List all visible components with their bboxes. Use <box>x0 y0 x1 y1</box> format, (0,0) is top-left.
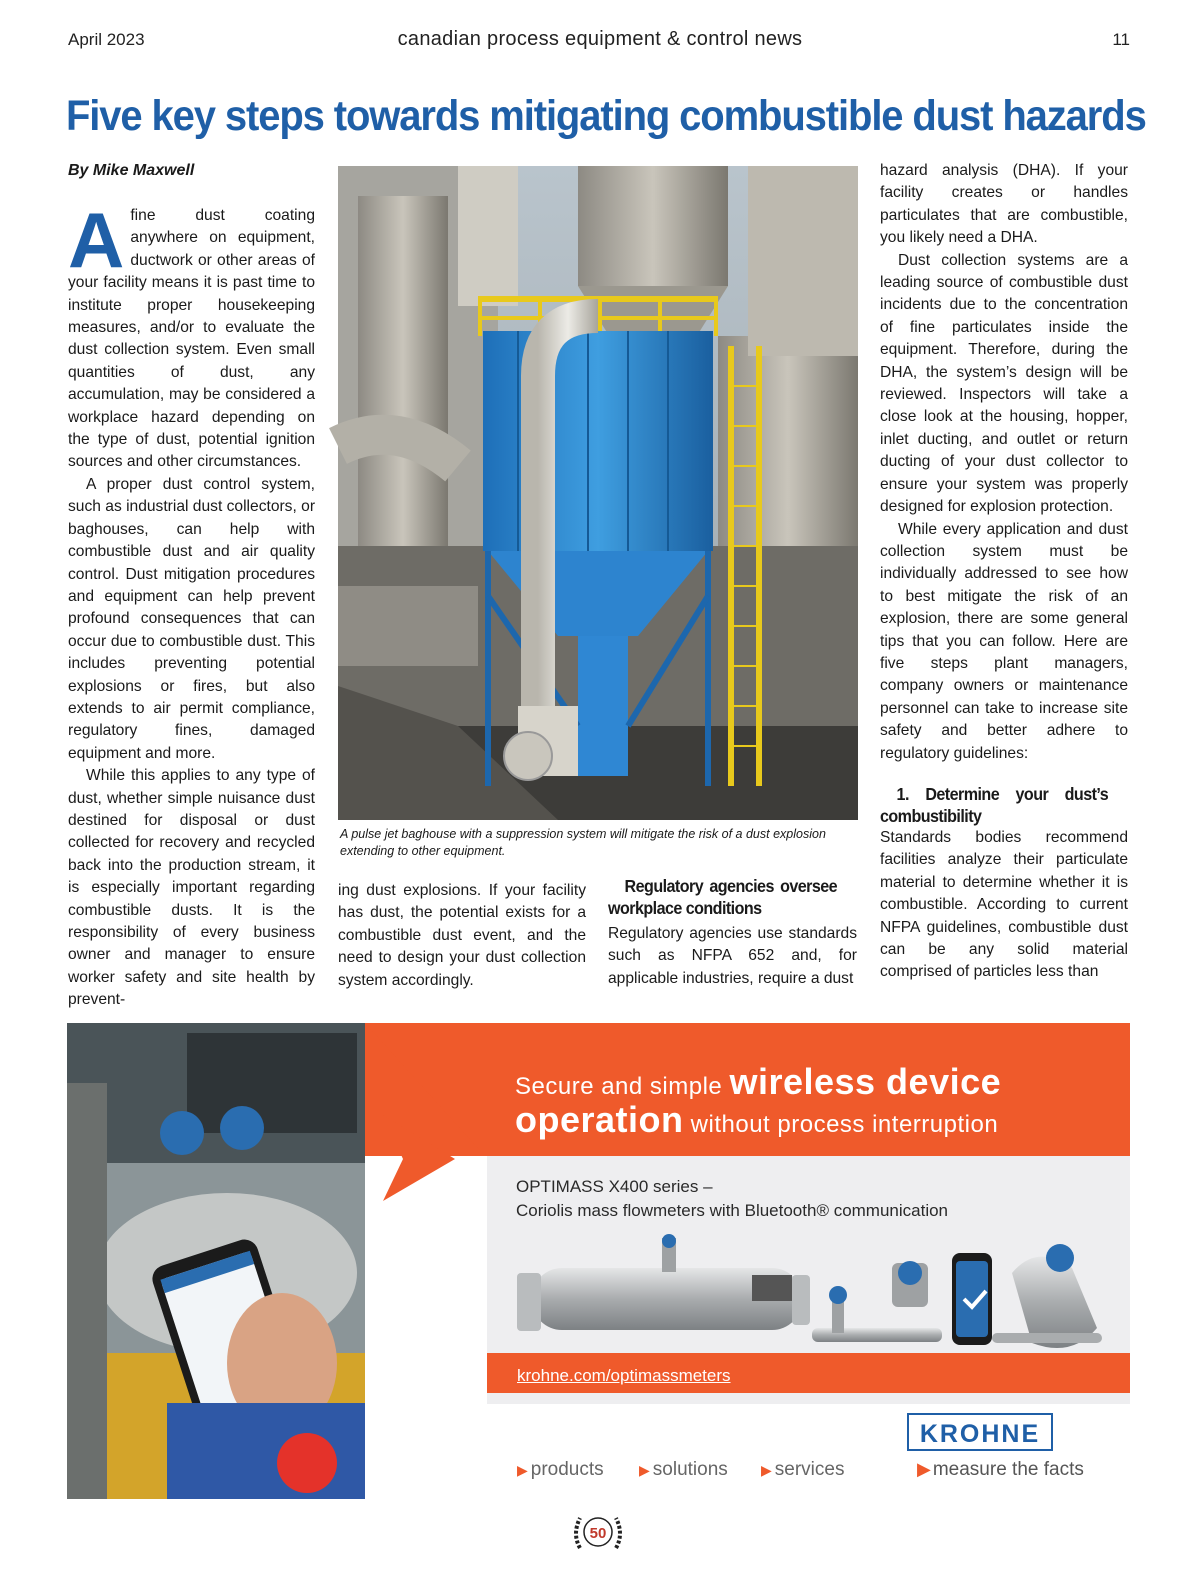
paragraph: While every application and dust collection system must be individually addressed to see how to best mitigate the risk of an explosion, there are some general tips that you can follow. Here are five steps plant managers, company owners or maintenance personnel can take to increase site safety and better adhere to regulatory guidelines: <box>880 520 1128 762</box>
badge-number: 50 <box>589 1525 607 1542</box>
article-byline: By Mike Maxwell <box>68 162 195 179</box>
paragraph: While this applies to any type of dust, whether simple nuisance dust destined for disposal or dust collected for recovery and recycled back into the production stream, it is especially important regarding combustible dusts. It is the responsibility of every business owner and manager to ensure worker safety and site health by prevent- <box>68 767 315 1009</box>
ad-nav-products[interactable]: ▶ products <box>517 1459 604 1480</box>
drop-cap: A <box>68 196 125 284</box>
ad-tagline: ▶ measure the facts <box>917 1459 1084 1480</box>
flowmeter-products-graphic <box>512 1233 1112 1368</box>
paragraph: Regulatory agencies use standards such as NFPA 652 and, for applicable industries, require a dust <box>608 925 857 987</box>
page-number: 11 <box>1112 30 1130 49</box>
triangle-icon: ▶ <box>761 1462 772 1478</box>
series-description: Coriolis mass flowmeters with Bluetooth® communication <box>516 1201 949 1220</box>
ad-headline-line2: operation without process interruption <box>515 1099 999 1140</box>
baghouse-photo <box>338 166 858 820</box>
anniversary-badge <box>570 1510 626 1558</box>
ad-nav-services[interactable]: ▶ services <box>761 1459 845 1480</box>
article-column-2 <box>338 880 586 992</box>
article-column-3 <box>608 875 857 990</box>
paragraph: Dust collection systems are a leading source of combustible dust incidents due to the concentration of fine particulates inside the equipment. Therefore, during the DHA, the system’s design will be reviewed. Inspectors will take a close look at the housing, hopper, inlet ducting, and outlet or return ducting of your dust collector to ensure your system was properly designed for explosion protection. <box>880 251 1128 516</box>
ad-headline-line1: Secure and simple wireless device <box>515 1061 1002 1102</box>
krohne-logo[interactable]: KROHNE <box>907 1413 1053 1451</box>
issue-date: April 2023 <box>68 30 145 49</box>
krohne-advertisement[interactable] <box>67 1023 1130 1499</box>
publication-title: canadian process equipment & control news <box>397 28 803 50</box>
ad-product-series <box>516 1175 948 1223</box>
article-column-1 <box>68 196 316 1009</box>
photo-caption: A pulse jet baghouse with a suppression system will mitigate the risk of a dust explosion extending to other equipment. <box>340 827 826 858</box>
section-subhead: Regulatory agencies oversee workplace conditions <box>608 876 838 918</box>
ad-phone-photo <box>67 1023 365 1499</box>
paragraph-text: fine dust coating anywhere on equipment, ductwork or other areas of your facility means it is past time to institute proper housekeeping measures, and/or to evaluate the dust collection system. Even small quantities of dust, any accumulation, may be considered a workplace hazard depending on the type of dust, potential ignition sources and other circumstances. <box>68 207 315 471</box>
triangle-icon: ▶ <box>517 1462 528 1478</box>
ad-url-link[interactable]: krohne.com/optimassmeters <box>517 1366 731 1385</box>
paragraph <box>68 196 315 474</box>
article-headline: Five key steps towards mitigating combustible dust hazards <box>66 92 1146 140</box>
ad-nav-solutions[interactable]: ▶ solutions <box>639 1459 728 1480</box>
paragraph: A proper dust control system, such as industrial dust collectors, or baghouses, can help with combustible dust and air quality control. Dust mitigation procedures and equipment can help prevent profound consequences that can occur due to combustible dust. This includes preventing potential explosions or fires, but also extends to air permit compliance, regulatory fines, damaged equipment and more. <box>68 475 316 762</box>
paragraph: hazard analysis (DHA). If your facility creates or handles particulates that are combustible, you likely need a DHA. <box>880 162 1128 247</box>
article-column-4 <box>880 160 1128 984</box>
paragraph: ing dust explosions. If your facility has dust, the potential exists for a combustible dust event, and the need to design your dust collection system accordingly. <box>338 882 586 989</box>
arrow-icon: ▶ <box>917 1459 931 1479</box>
triangle-icon: ▶ <box>639 1462 650 1478</box>
section-subhead: 1. Determine your dust’s combustibility <box>880 783 1109 826</box>
paragraph: Standards bodies recommend facilities analyze their particulate material to determine whether it is combustible. According to current NFPA guidelines, combustible dust can be any solid material comprised of particles less than <box>880 828 1128 981</box>
series-title: OPTIMASS X400 series – <box>516 1177 713 1196</box>
